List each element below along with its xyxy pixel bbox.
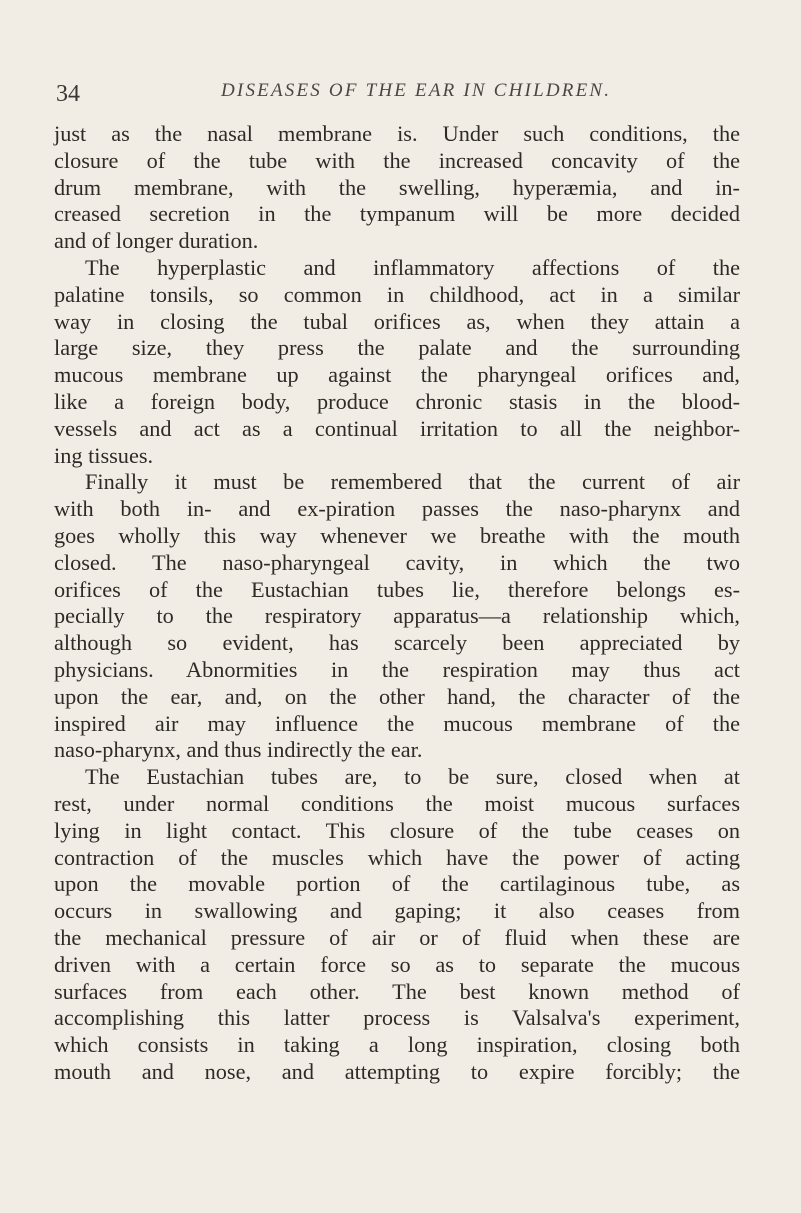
text-line: pecially to the respiratory apparatus—a relationship which, bbox=[54, 603, 740, 629]
text-line: rest, under normal conditions the moist mucous surfaces bbox=[54, 790, 740, 816]
text-line: mouth and nose, and attempting to expire forcibly; the bbox=[54, 1058, 740, 1084]
text-line: surfaces from each other. The best known method of bbox=[54, 978, 740, 1004]
text-line: upon the movable portion of the cartilaginous tube, as bbox=[54, 871, 740, 897]
text-line: The Eustachian tubes are, to be sure, closed when at bbox=[85, 764, 740, 790]
running-head: DISEASES OF THE EAR IN CHILDREN. bbox=[221, 80, 612, 101]
text-line: The hyperplastic and inflammatory affections of the bbox=[85, 254, 740, 280]
text-line: accomplishing this latter process is Valsalva's experiment, bbox=[54, 1005, 740, 1031]
text-line: occurs in swallowing and gaping; it also ceases from bbox=[54, 898, 740, 924]
text-line: just as the nasal membrane is. Under such conditions, the bbox=[54, 121, 740, 146]
text-line: with both in- and ex-piration passes the naso-pharynx and bbox=[54, 496, 740, 522]
text-line: orifices of the Eustachian tubes lie, therefore belongs es- bbox=[54, 576, 740, 602]
text-line: creased secretion in the tympanum will be more decided bbox=[54, 201, 740, 227]
text-line: inspired air may influence the mucous membrane of the bbox=[54, 710, 740, 736]
text-line: naso-pharynx, and thus indirectly the ear. bbox=[54, 737, 423, 763]
text-line: large size, they press the palate and the surrounding bbox=[54, 335, 740, 361]
text-line: lying in light contact. This closure of the tube ceases on bbox=[54, 817, 740, 843]
text-line: physicians. Abnormities in the respiration may thus act bbox=[54, 656, 740, 682]
text-line: goes wholly this way whenever we breathe with the mouth bbox=[54, 522, 740, 548]
text-line: like a foreign body, produce chronic stasis in the blood- bbox=[54, 388, 740, 414]
text-line: contraction of the muscles which have the power of acting bbox=[54, 844, 740, 870]
text-line: the mechanical pressure of air or of fluid when these are bbox=[54, 924, 740, 950]
text-line: upon the ear, and, on the other hand, the character of the bbox=[54, 683, 740, 709]
text-line: ing tissues. bbox=[54, 442, 154, 468]
paragraph bbox=[54, 764, 740, 1086]
paragraph bbox=[54, 469, 740, 764]
text-line: mucous membrane up against the pharyngeal orifices and, bbox=[54, 362, 740, 388]
text-line: Finally it must be remembered that the current of air bbox=[85, 469, 740, 495]
paragraph bbox=[54, 255, 740, 469]
text-line: way in closing the tubal orifices as, when they attain a bbox=[54, 308, 740, 334]
page-number: 34 bbox=[56, 81, 80, 107]
text-line: which consists in taking a long inspiration, closing both bbox=[54, 1032, 740, 1058]
text-line: drum membrane, with the swelling, hyperæmia, and in- bbox=[54, 174, 740, 200]
text-line: palatine tonsils, so common in childhood, act in a similar bbox=[54, 281, 740, 307]
text-line: vessels and act as a continual irritation to all the neighbor- bbox=[54, 415, 740, 441]
text-line: and of longer duration. bbox=[54, 228, 259, 254]
body-text bbox=[54, 121, 740, 1086]
text-line: although so evident, has scarcely been appreciated by bbox=[54, 630, 740, 656]
text-line: driven with a certain force so as to separate the mucous bbox=[54, 951, 740, 977]
paragraph bbox=[54, 121, 740, 255]
text-line: closure of the tube with the increased concavity of the bbox=[54, 147, 740, 173]
text-line: closed. The naso-pharyngeal cavity, in which the two bbox=[54, 549, 740, 575]
